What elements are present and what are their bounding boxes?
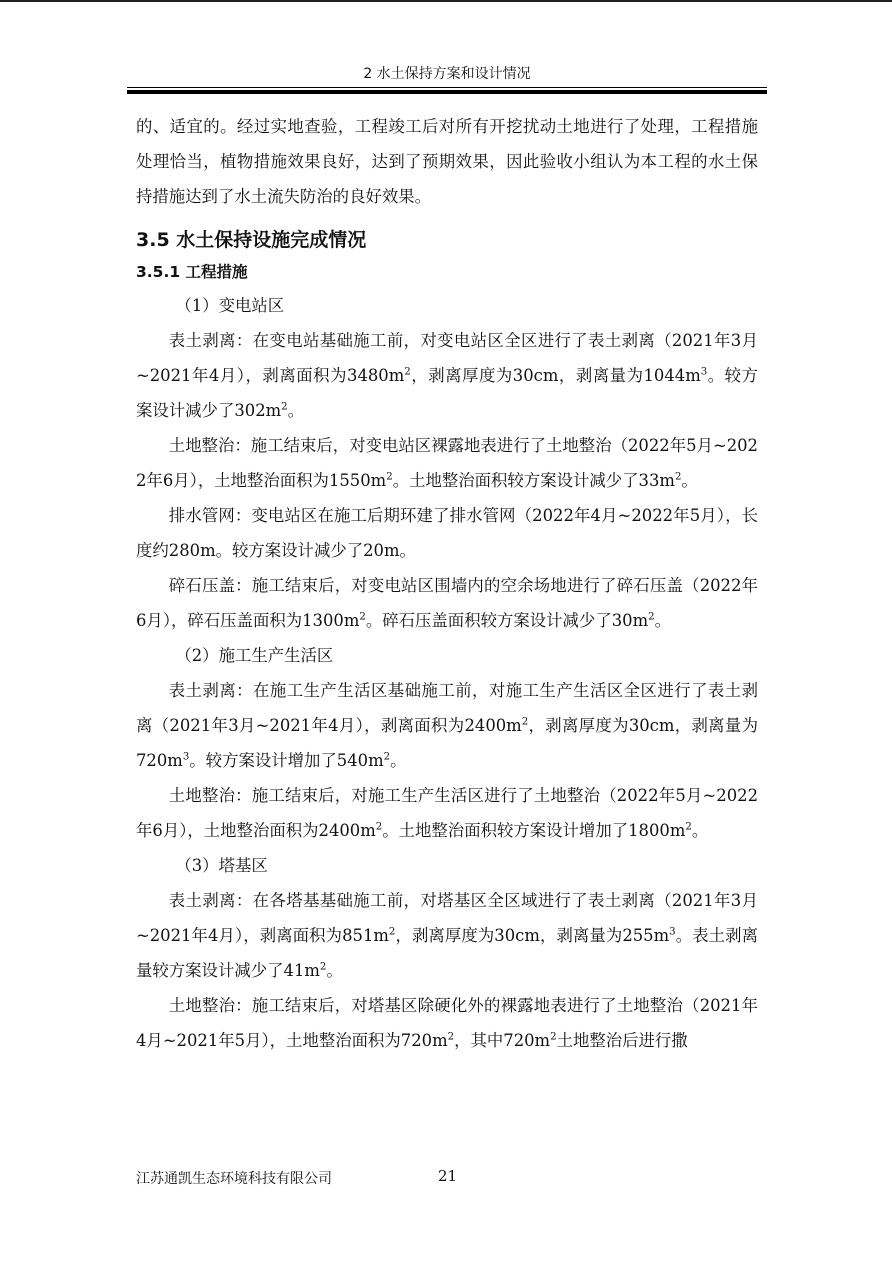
top-border (0, 0, 892, 2)
footer-company: 江苏通凯生态环境科技有限公司 (136, 1171, 332, 1187)
paragraph-land-substation: 土地整治：施工结束后，对变电站区裸露地表进行了土地整治（2022年5月~2022年6月），土地整治面积为$1550m^2$。土地整治面积较方案设计减少了$33m^2$。 (136, 436, 758, 490)
subsection-heading: 3.5.1 工程措施 (136, 263, 248, 281)
page-number: 21 (438, 1167, 458, 1185)
area-title-tower: （3）塔基区 (175, 856, 268, 875)
paragraph-topsoil-construction: 表土剥离：在施工生产生活区基础施工前，对施工生产生活区全区进行了表土剥离（2021年3月~2021年4月），剥离面积为$2400m^2$，剥离厚度为30cm，剥离量为$720m^3$。较方案设计增加了$540m^2$。 (136, 681, 758, 770)
section-heading: 3.5 水土保持设施完成情况 (136, 229, 367, 251)
header-rule-thin (127, 87, 767, 88)
paragraph-topsoil-substation: 表土剥离：在变电站基础施工前，对变电站区全区进行了表土剥离（2021年3月~2021年4月），剥离面积为$3480m^2$，剥离厚度为30cm，剥离量为$1044m^3$。较方案设计减少了$302m^2$。 (136, 331, 758, 420)
area-title-construction: （2）施工生产生活区 (175, 646, 334, 665)
running-header: 2 水土保持方案和设计情况 (363, 66, 531, 82)
header-rule-thick (127, 90, 767, 94)
paragraph-gravel-substation: 碎石压盖：施工结束后，对变电站区围墙内的空余场地进行了碎石压盖（2022年6月），碎石压盖面积为$1300m^2$。碎石压盖面积较方案设计减少了$30m^2$。 (136, 576, 758, 630)
page-body (136, 109, 758, 1058)
paragraph-land-construction: 土地整治：施工结束后，对施工生产生活区进行了土地整治（2022年5月~2022年6月），土地整治面积为$2400m^2$。土地整治面积较方案设计增加了$1800m^2$。 (136, 786, 758, 840)
paragraph-land-tower: 土地整治：施工结束后，对塔基区除硬化外的裸露地表进行了土地整治（2021年4月~2021年5月），土地整治面积为$720m^2$，其中$720m^2$土地整治后进行撒 (136, 996, 758, 1050)
paragraph-drainage-substation: 排水管网：变电站区在施工后期环建了排水管网（2022年4月~2022年5月），长度约280m。较方案设计减少了20m。 (136, 506, 758, 560)
intro-paragraph: 的、适宜的。经过实地查验，工程竣工后对所有开挖扰动土地进行了处理，工程措施处理恰当，植物措施效果良好，达到了预期效果，因此验收小组认为本工程的水土保持措施达到了水土流失防治的良好效果。 (136, 117, 758, 206)
paragraph-topsoil-tower: 表土剥离：在各塔基基础施工前，对塔基区全区域进行了表土剥离（2021年3月~2021年4月），剥离面积为$851m^2$，剥离厚度为30cm，剥离量为$255m^3$。表土剥离量较方案设计减少了$41m^2$。 (136, 891, 759, 980)
area-title-substation: （1）变电站区 (175, 296, 285, 315)
